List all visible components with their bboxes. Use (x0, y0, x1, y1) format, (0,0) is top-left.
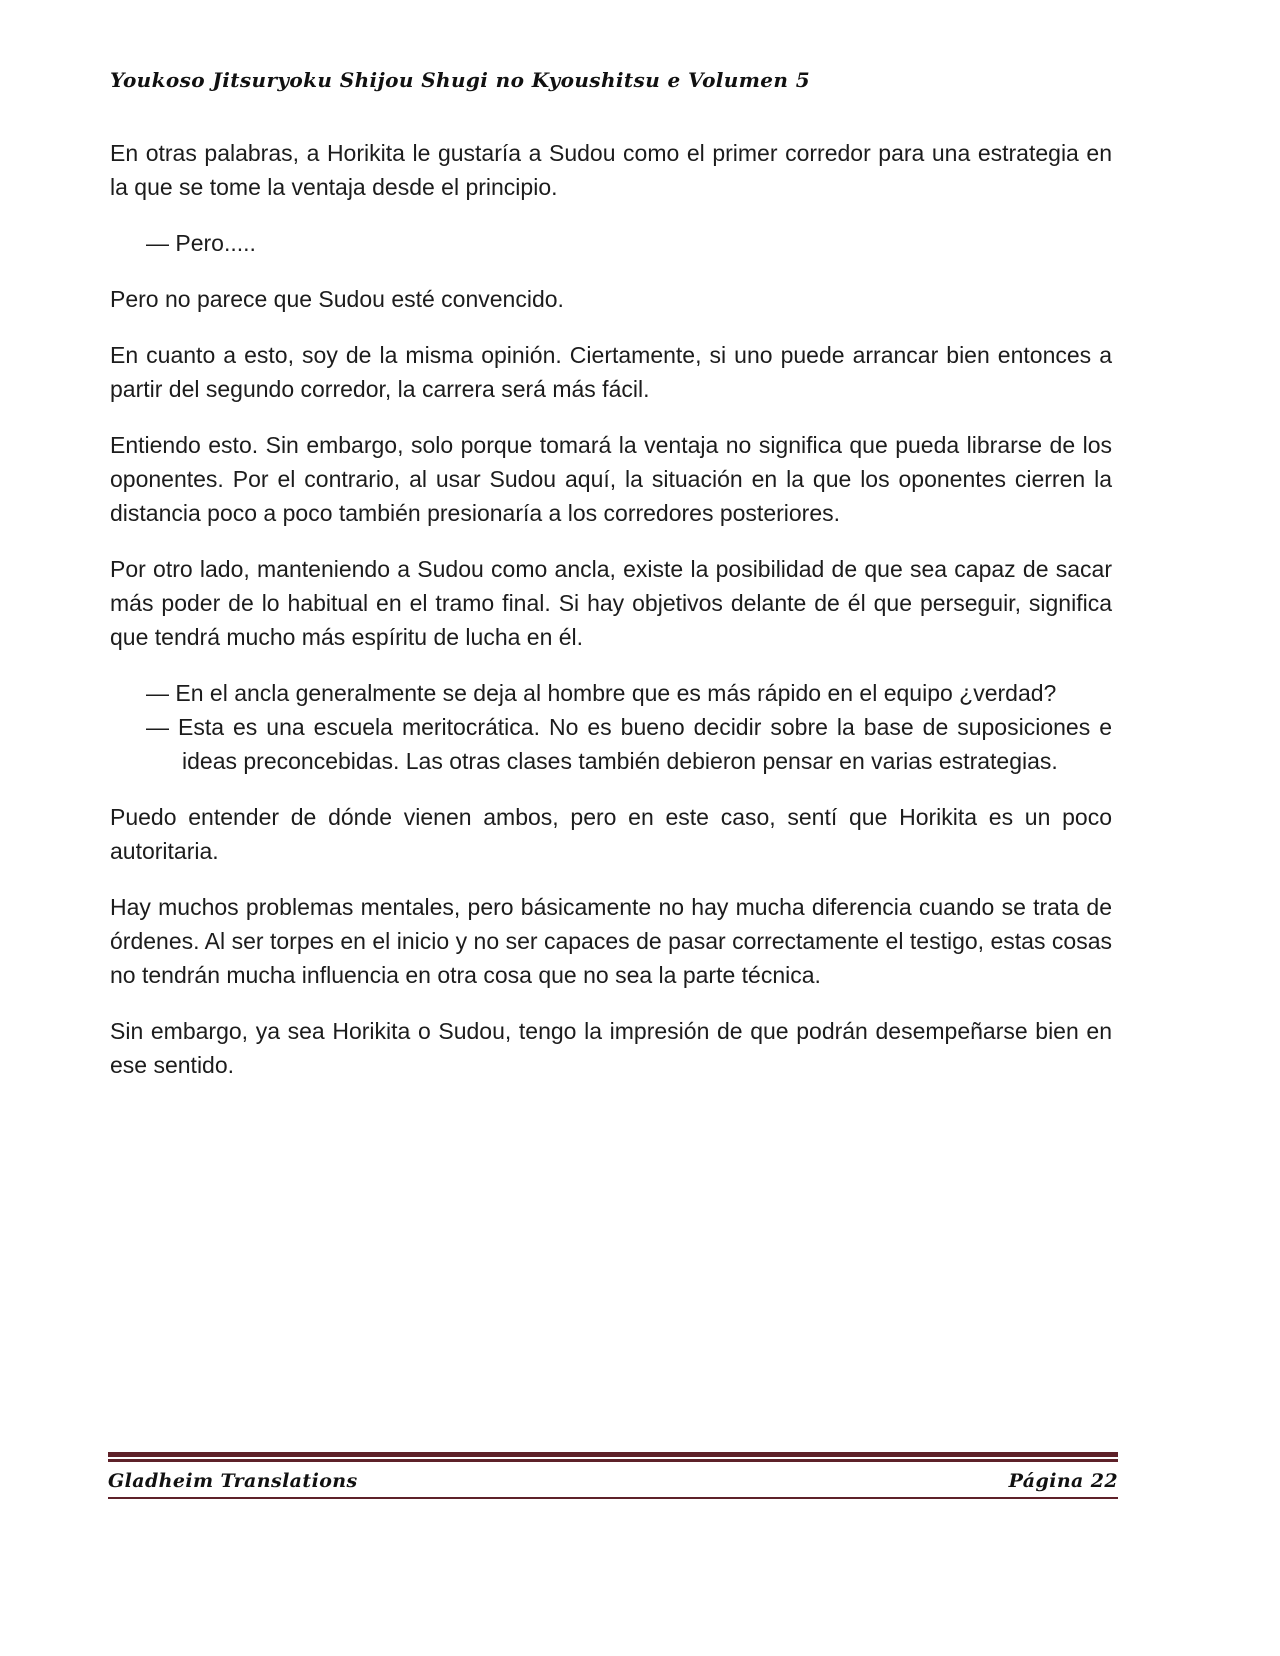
paragraph: Sin embargo, ya sea Horikita o Sudou, tengo la impresión de que podrán desempeñarse bien en ese sentido. (110, 1018, 1112, 1078)
dash-paragraph: — En el ancla generalmente se deja al hombre que es más rápido en el equipo ¿verdad? (146, 680, 1057, 706)
paragraph: En cuanto a esto, soy de la misma opinión. Ciertamente, si uno puede arrancar bien entonces a partir del segundo corredor, la carrera será más fácil. (110, 342, 1112, 402)
footer-page-number: Página 22 (1008, 1470, 1118, 1492)
paragraph: Entiendo esto. Sin embargo, solo porque tomará la ventaja no significa que pueda librarse de los oponentes. Por el contrario, al usar Sudou aquí, la situación en la que los oponentes cierren la distancia poco a poco también presionaría a los corredores posteriores. (110, 432, 1112, 526)
paragraph: Hay muchos problemas mentales, pero básicamente no hay mucha diferencia cuando se trata de órdenes. Al ser torpes en el inicio y no ser capaces de pasar correctamente el testigo, estas cosas no tendrán mucha influencia en otra cosa que no sea la parte técnica. (110, 894, 1112, 988)
dash-paragraph: — Esta es una escuela meritocrática. No es bueno decidir sobre la base de suposiciones e ideas preconcebidas. Las otras clases también debieron pensar en varias estrategias. (146, 714, 1112, 774)
paragraph: Puedo entender de dónde vienen ambos, pero en este caso, sentí que Horikita es un poco autoritaria. (110, 804, 1112, 864)
footer-translator-credit: Gladheim Translations (108, 1470, 358, 1492)
dash-paragraph: — Pero..... (146, 230, 256, 256)
paragraph: Pero no parece que Sudou esté convencido. (110, 286, 564, 312)
paragraph: Por otro lado, manteniendo a Sudou como ancla, existe la posibilidad de que sea capaz de sacar más poder de lo habitual en el tramo final. Si hay objetivos delante de él que perseguir, significa que tendrá mucho más espíritu de lucha en él. (110, 556, 1112, 650)
page-header-title: Youkoso Jitsuryoku Shijou Shugi no Kyoushitsu e Volumen 5 (110, 68, 811, 92)
footer-row (108, 1462, 1118, 1499)
document-body (110, 136, 1112, 1104)
footer-rule (108, 1452, 1118, 1459)
paragraph: En otras palabras, a Horikita le gustaría a Sudou como el primer corredor para una estrategia en la que se tome la ventaja desde el principio. (110, 140, 1112, 200)
page-footer (108, 1452, 1118, 1499)
